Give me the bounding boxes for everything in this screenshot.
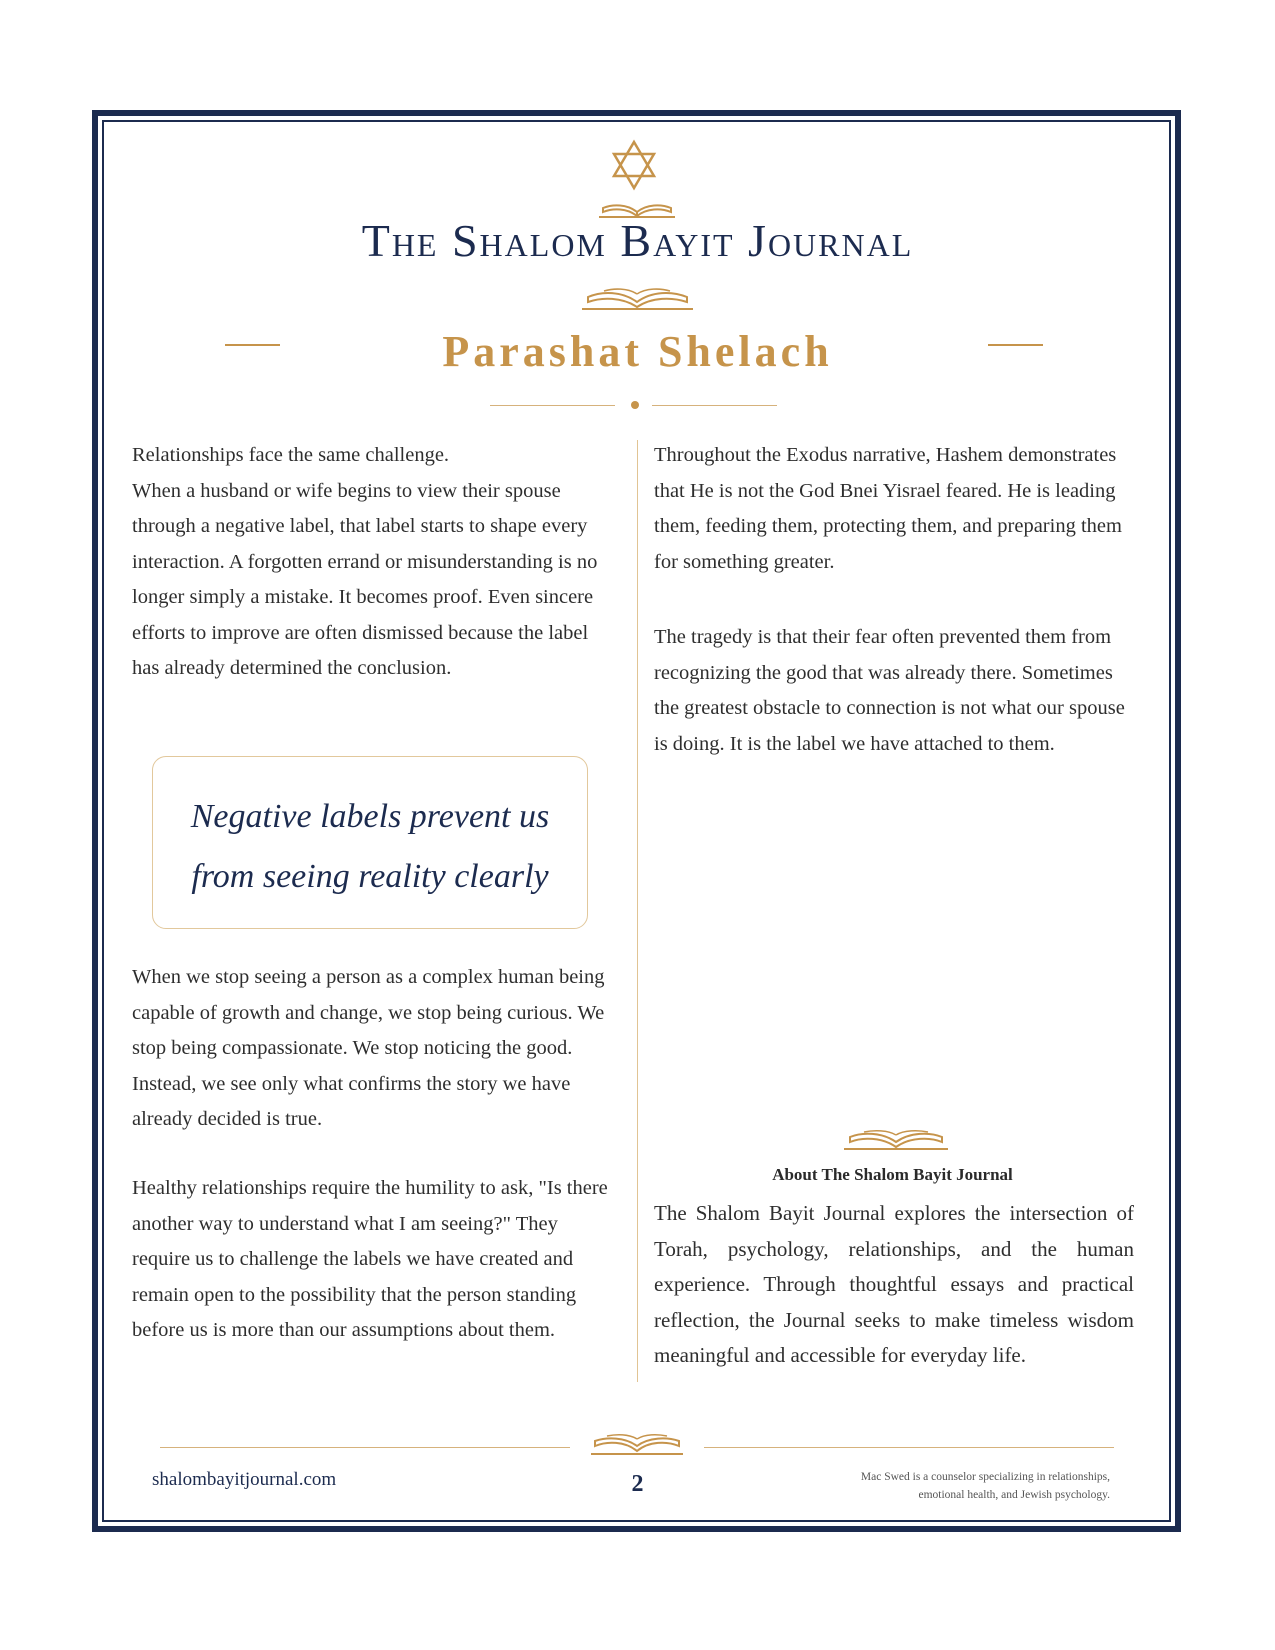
author-note-line-1: Mac Swed is a counselor specializing in relationships,	[860, 1471, 1110, 1483]
pull-quote-line-2: from seeing reality clearly	[191, 858, 549, 895]
left-paragraph-1-body: When a husband or wife begins to view their spouse through a negative label, that label starts to shape every interaction. A forgotten errand or misunderstanding is no longer simply a mistake. It becomes proof. Even sincere efforts to improve are often dismissed because the label has already determined the conclusion.	[132, 479, 598, 679]
left-paragraph-1	[132, 438, 612, 687]
ornament-rule-right	[652, 405, 777, 406]
pull-quote-box	[152, 756, 588, 929]
open-book-icon	[842, 1122, 950, 1150]
title-side-rule-left	[225, 344, 280, 346]
website-link[interactable]: shalombayitjournal.com	[152, 1469, 337, 1490]
about-body: The Shalom Bayit Journal explores the intersection of Torah, psychology, relationships, and the human experience. Through thoughtful essays and practical reflection, the Journal seeks to make timeless wisdom meaningful and accessible for everyday life.	[654, 1201, 1134, 1367]
open-book-icon	[580, 280, 695, 310]
ornament-rule-left	[490, 405, 615, 406]
star-of-david-icon	[607, 138, 661, 192]
left-paragraph-2: When we stop seeing a person as a complex human being capable of growth and change, we stop being curious. We stop being compassionate. We stop noticing the good. Instead, we see only what confirms the story we have already decided is true.	[132, 966, 605, 1130]
right-paragraph-1: Throughout the Exodus narrative, Hashem demonstrates that He is not the God Bnei Yisrael feared. He is leading them, feeding them, protecting them, and preparing them for something greater.	[654, 444, 1122, 573]
left-paragraph-3: Healthy relationships require the humility to ask, "Is there another way to understand what I am seeing?" They require us to challenge the labels we have created and remain open to the possibility that the person standing before us is more than our assumptions about them.	[132, 1177, 608, 1341]
author-note	[780, 1468, 1110, 1504]
journal-title: The Shalom Bayit Journal	[361, 215, 914, 266]
column-divider	[637, 440, 638, 1382]
footer-rule-left	[160, 1447, 570, 1448]
footer-rule-right	[704, 1447, 1114, 1448]
open-book-icon	[589, 1427, 685, 1455]
about-heading: About The Shalom Bayit Journal	[772, 1165, 1013, 1184]
ornament-dot	[631, 401, 639, 409]
title-side-rule-right	[988, 344, 1043, 346]
left-paragraph-1-opening: Relationships face the same challenge.	[132, 444, 450, 466]
page-number: 2	[631, 1471, 644, 1497]
pull-quote-line-1: Negative labels prevent us	[190, 798, 550, 835]
right-paragraph-2: The tragedy is that their fear often prevented them from recognizing the good that was already there. Sometimes the greatest obstacle to connection is not what our spouse is doing. It is the label we have attached to them.	[654, 626, 1125, 755]
author-note-line-2: emotional health, and Jewish psychology.	[918, 1489, 1110, 1501]
parasha-title: Parashat Shelach	[442, 327, 833, 376]
